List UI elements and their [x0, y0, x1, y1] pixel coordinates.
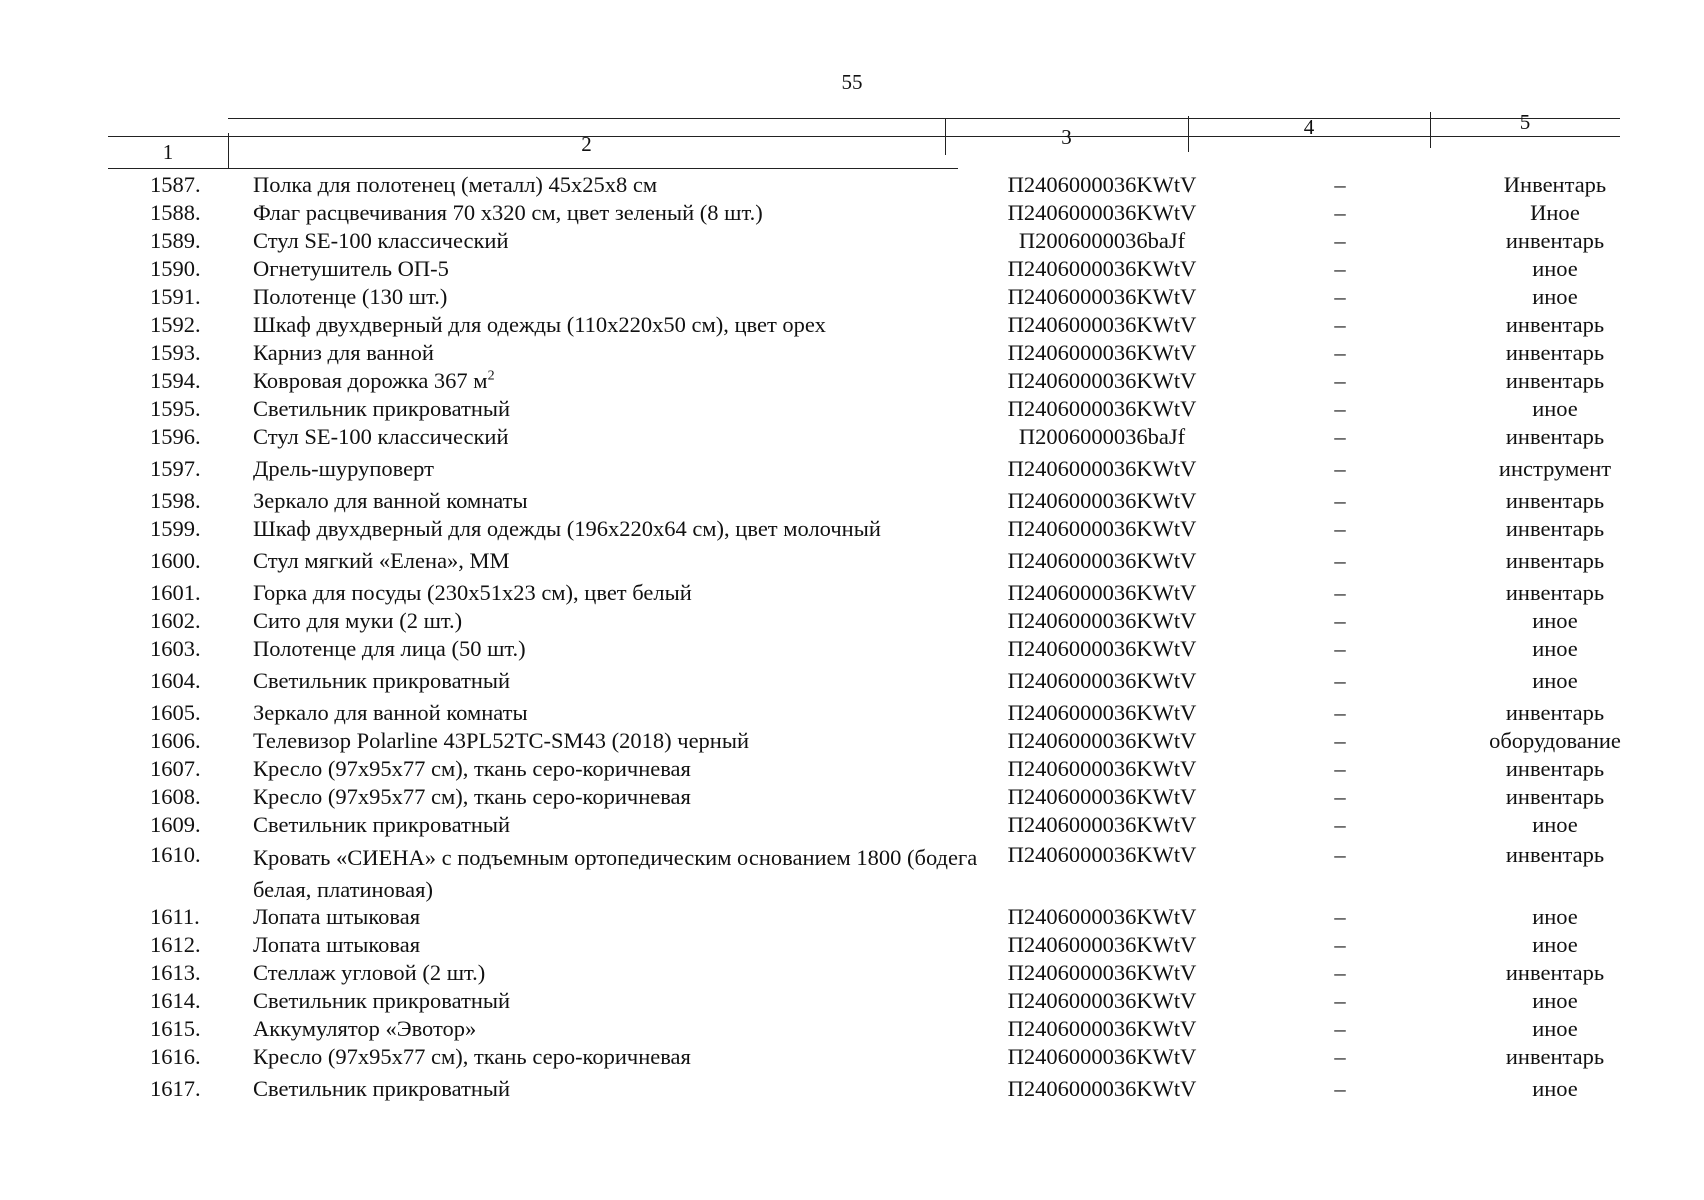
- col4-value: –: [1334, 932, 1346, 957]
- item-name: Полотенце для лица (50 шт.): [253, 636, 526, 661]
- item-code: П2406000036KWtV: [1007, 842, 1197, 867]
- table-row: [0, 636, 1704, 664]
- row-number: 1589.: [150, 228, 201, 253]
- item-name-text: Ковровая дорожка 367 м: [253, 368, 488, 393]
- table-row: [0, 988, 1704, 1016]
- item-category: инвентарь: [1505, 784, 1605, 809]
- item-code: П2406000036KWtV: [1007, 728, 1197, 753]
- item-name: Стул SE-100 классический: [253, 424, 509, 449]
- item-code: П2406000036KWtV: [1007, 368, 1197, 393]
- col4-value: –: [1334, 368, 1346, 393]
- table-row: [0, 700, 1704, 728]
- item-category: иное: [1532, 636, 1578, 661]
- header-underline: [108, 168, 958, 169]
- item-code: П2406000036KWtV: [1007, 200, 1197, 225]
- item-category: иное: [1532, 284, 1578, 309]
- row-number: 1596.: [150, 424, 201, 449]
- item-name: Стул мягкий «Елена», ММ: [253, 548, 510, 573]
- row-number: 1587.: [150, 172, 201, 197]
- item-category: Иное: [1530, 200, 1580, 225]
- row-number: 1597.: [150, 456, 201, 481]
- item-code: П2406000036KWtV: [1007, 340, 1197, 365]
- item-code: П2406000036KWtV: [1007, 172, 1197, 197]
- column-header-4: 4: [1303, 115, 1315, 139]
- item-name: Кресло (97х95х77 см), ткань серо-коричневая: [253, 1044, 691, 1069]
- row-number: 1610.: [150, 842, 201, 867]
- table-row: [0, 784, 1704, 812]
- row-number: 1615.: [150, 1016, 201, 1041]
- item-category: инструмент: [1498, 456, 1612, 481]
- row-number: 1600.: [150, 548, 201, 573]
- col4-value: –: [1334, 200, 1346, 225]
- item-code: П2006000036baJf: [1018, 228, 1186, 253]
- item-category: инвентарь: [1505, 488, 1605, 513]
- item-category: инвентарь: [1505, 516, 1605, 541]
- table-row: [0, 728, 1704, 756]
- item-name: Стул SE-100 классический: [253, 228, 509, 253]
- col4-value: –: [1334, 756, 1346, 781]
- item-category: Инвентарь: [1503, 172, 1607, 197]
- col4-value: –: [1334, 636, 1346, 661]
- row-number: 1605.: [150, 700, 201, 725]
- item-category: иное: [1532, 904, 1578, 929]
- item-name: Светильник прикроватный: [253, 812, 511, 837]
- item-name: Лопата штыковая: [253, 932, 421, 957]
- row-number: 1611.: [150, 904, 200, 929]
- item-name: Лопата штыковая: [253, 904, 421, 929]
- item-name: Горка для посуды (230х51х23 см), цвет белый: [253, 580, 692, 605]
- table-row: [0, 396, 1704, 424]
- item-category: инвентарь: [1505, 228, 1605, 253]
- table-row: [0, 368, 1704, 396]
- item-name: Шкаф двухдверный для одежды (196х220х64 см), цвет молочный: [253, 516, 881, 541]
- col4-value: –: [1334, 960, 1346, 985]
- col4-value: –: [1334, 1044, 1346, 1069]
- item-name: Кровать «СИЕНА» с подъемным ортопедическим основанием 1800 (бодега белая, платиновая): [253, 845, 978, 902]
- item-code: П2006000036baJf: [1018, 424, 1186, 449]
- col4-value: –: [1334, 312, 1346, 337]
- item-category: инвентарь: [1505, 368, 1605, 393]
- item-code: П2406000036KWtV: [1007, 988, 1197, 1013]
- row-number: 1594.: [150, 368, 201, 393]
- col4-value: –: [1334, 548, 1346, 573]
- item-category: иное: [1532, 812, 1578, 837]
- item-code: П2406000036KWtV: [1007, 516, 1197, 541]
- page-number: 55: [841, 70, 863, 94]
- col4-value: –: [1334, 668, 1346, 693]
- row-number: 1590.: [150, 256, 201, 281]
- row-number: 1617.: [150, 1076, 201, 1101]
- table-row: [0, 228, 1704, 256]
- table-row: [0, 812, 1704, 840]
- item-name: Огнетушитель ОП-5: [253, 256, 449, 281]
- col4-value: –: [1334, 1016, 1346, 1041]
- table-row: [0, 548, 1704, 576]
- item-category: иное: [1532, 396, 1578, 421]
- table-row: [0, 312, 1704, 340]
- row-number: 1602.: [150, 608, 201, 633]
- col4-value: –: [1334, 700, 1346, 725]
- item-category: инвентарь: [1505, 960, 1605, 985]
- col4-value: –: [1334, 172, 1346, 197]
- item-code: П2406000036KWtV: [1007, 456, 1197, 481]
- item-code: П2406000036KWtV: [1007, 1076, 1197, 1101]
- col4-value: –: [1334, 728, 1346, 753]
- row-number: 1599.: [150, 516, 201, 541]
- item-code: П2406000036KWtV: [1007, 756, 1197, 781]
- table-row: [0, 456, 1704, 484]
- row-number: 1588.: [150, 200, 201, 225]
- item-code: П2406000036KWtV: [1007, 396, 1197, 421]
- item-category: инвентарь: [1505, 424, 1605, 449]
- row-number: 1591.: [150, 284, 201, 309]
- item-code: П2406000036KWtV: [1007, 312, 1197, 337]
- item-name: Зеркало для ванной комнаты: [253, 488, 528, 513]
- item-name: Аккумулятор «Эвотор»: [253, 1016, 477, 1041]
- item-category: иное: [1532, 1016, 1578, 1041]
- col4-value: –: [1334, 904, 1346, 929]
- item-name: Шкаф двухдверный для одежды (110х220х50 см), цвет орех: [253, 312, 826, 337]
- item-code: П2406000036KWtV: [1007, 636, 1197, 661]
- item-code: П2406000036KWtV: [1007, 580, 1197, 605]
- col4-value: –: [1334, 608, 1346, 633]
- table-row: [0, 904, 1704, 932]
- item-name: Флаг расцвечивания 70 х320 см, цвет зеленый (8 шт.): [253, 200, 763, 225]
- table-row: [0, 608, 1704, 636]
- item-code: П2406000036KWtV: [1007, 256, 1197, 281]
- item-category: инвентарь: [1505, 312, 1605, 337]
- item-name: Карниз для ванной: [253, 340, 434, 365]
- col4-value: –: [1334, 988, 1346, 1013]
- item-name: Стеллаж угловой (2 шт.): [253, 960, 486, 985]
- item-code: П2406000036KWtV: [1007, 700, 1197, 725]
- item-code: П2406000036KWtV: [1007, 812, 1197, 837]
- table-row: [0, 516, 1704, 544]
- item-code: П2406000036KWtV: [1007, 1016, 1197, 1041]
- item-name: Полка для полотенец (металл) 45х25х8 см: [253, 172, 658, 197]
- item-name: Светильник прикроватный: [253, 668, 511, 693]
- item-code: П2406000036KWtV: [1007, 960, 1197, 985]
- column-header-1: 1: [162, 140, 174, 164]
- item-category: инвентарь: [1505, 756, 1605, 781]
- item-category: инвентарь: [1505, 700, 1605, 725]
- item-name: Кресло (97х95х77 см), ткань серо-коричневая: [253, 784, 691, 809]
- table-row: [0, 1044, 1704, 1072]
- item-category: оборудование: [1489, 728, 1621, 753]
- column-header-2: 2: [581, 132, 592, 156]
- row-number: 1607.: [150, 756, 201, 781]
- item-name: Кресло (97х95х77 см), ткань серо-коричневая: [253, 756, 691, 781]
- row-number: 1598.: [150, 488, 201, 513]
- col4-value: –: [1334, 456, 1346, 481]
- item-code: П2406000036KWtV: [1007, 784, 1197, 809]
- item-category: инвентарь: [1505, 580, 1605, 605]
- col4-value: –: [1334, 284, 1346, 309]
- item-category: инвентарь: [1505, 340, 1605, 365]
- row-number: 1593.: [150, 340, 201, 365]
- item-name: Полотенце (130 шт.): [253, 284, 448, 309]
- item-category: инвентарь: [1505, 548, 1605, 573]
- row-number: 1609.: [150, 812, 201, 837]
- table-row: [0, 172, 1704, 200]
- col4-value: –: [1334, 340, 1346, 365]
- column-header-5: 5: [1519, 110, 1531, 134]
- row-number: 1614.: [150, 988, 201, 1013]
- item-category: иное: [1532, 256, 1578, 281]
- item-code: П2406000036KWtV: [1007, 668, 1197, 693]
- item-category: инвентарь: [1505, 1044, 1605, 1069]
- table-row: [0, 668, 1704, 696]
- item-category: иное: [1532, 932, 1578, 957]
- col4-value: –: [1334, 842, 1346, 867]
- superscript: 2: [487, 368, 495, 384]
- item-name: Светильник прикроватный: [253, 988, 511, 1013]
- table-row: [0, 200, 1704, 228]
- item-code: П2406000036KWtV: [1007, 1044, 1197, 1069]
- item-code: П2406000036KWtV: [1007, 932, 1197, 957]
- table-row: [0, 424, 1704, 452]
- row-number: 1616.: [150, 1044, 201, 1069]
- item-category: иное: [1532, 668, 1578, 693]
- col4-value: –: [1334, 784, 1346, 809]
- item-name: Светильник прикроватный: [253, 1076, 511, 1101]
- row-number: 1603.: [150, 636, 201, 661]
- item-name: [253, 368, 495, 394]
- col4-value: –: [1334, 488, 1346, 513]
- item-name: Дрель-шуруповерт: [253, 456, 434, 481]
- table-row: [0, 932, 1704, 960]
- row-number: 1604.: [150, 668, 201, 693]
- item-category: инвентарь: [1505, 842, 1605, 867]
- item-code: П2406000036KWtV: [1007, 284, 1197, 309]
- col4-value: –: [1334, 424, 1346, 449]
- table-row: [0, 580, 1704, 608]
- item-code: П2406000036KWtV: [1007, 548, 1197, 573]
- col4-value: –: [1334, 256, 1346, 281]
- item-name: Светильник прикроватный: [253, 396, 511, 421]
- col4-value: –: [1334, 812, 1346, 837]
- item-name: Сито для муки (2 шт.): [253, 608, 463, 633]
- table-row: [0, 1076, 1704, 1104]
- item-code: П2406000036KWtV: [1007, 488, 1197, 513]
- row-number: 1612.: [150, 932, 201, 957]
- col4-value: –: [1334, 396, 1346, 421]
- row-number: 1595.: [150, 396, 201, 421]
- row-number: 1601.: [150, 580, 201, 605]
- col4-value: –: [1334, 228, 1346, 253]
- column-header-3: 3: [1061, 125, 1072, 149]
- table-row: [0, 340, 1704, 368]
- item-name: Телевизор Polarline 43PL52TC-SM43 (2018) черный: [253, 728, 749, 753]
- item-category: иное: [1532, 1076, 1578, 1101]
- row-number: 1613.: [150, 960, 201, 985]
- table-row: [0, 960, 1704, 988]
- col4-value: –: [1334, 516, 1346, 541]
- row-number: 1608.: [150, 784, 201, 809]
- table-row: [0, 842, 1704, 900]
- item-code: П2406000036KWtV: [1007, 904, 1197, 929]
- col4-value: –: [1334, 580, 1346, 605]
- table-row: [0, 284, 1704, 312]
- item-name: Зеркало для ванной комнаты: [253, 700, 528, 725]
- table-row: [0, 256, 1704, 284]
- item-category: иное: [1532, 608, 1578, 633]
- item-category: иное: [1532, 988, 1578, 1013]
- item-code: П2406000036KWtV: [1007, 608, 1197, 633]
- table-row: [0, 756, 1704, 784]
- table-row: [0, 488, 1704, 516]
- col4-value: –: [1334, 1076, 1346, 1101]
- table-row: [0, 1016, 1704, 1044]
- row-number: 1592.: [150, 312, 201, 337]
- row-number: 1606.: [150, 728, 201, 753]
